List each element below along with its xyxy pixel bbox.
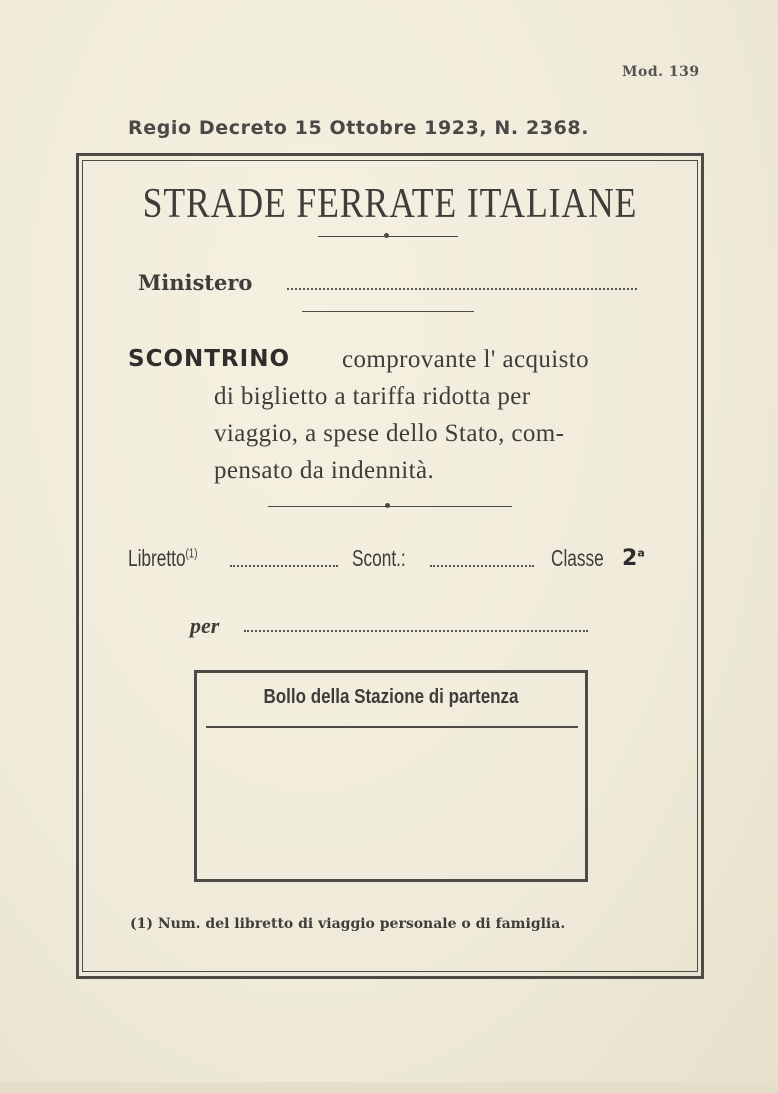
stamp-label: Bollo della Stazione di partenza: [263, 686, 519, 708]
description-line-1: comprovante l' acquisto: [342, 346, 589, 373]
scont-field[interactable]: [430, 565, 534, 567]
per-label: per: [190, 613, 220, 638]
description-ornament-dot: [385, 503, 390, 508]
per-field[interactable]: [244, 630, 588, 632]
form-title: STRADE FERRATE ITALIANE: [142, 181, 638, 227]
footnote: (1) Num. del libretto di viaggio personale o di famiglia.: [130, 916, 566, 932]
description-line-2: di biglietto a tariffa ridotta per: [214, 383, 531, 410]
description-ornament: [268, 506, 512, 507]
libretto-label: Libretto$^{(1)}$: [128, 545, 198, 571]
scont-label: Scont.:: [352, 545, 406, 571]
model-number: Mod. 139: [622, 64, 700, 80]
ministry-field[interactable]: [287, 288, 637, 290]
classe-value: 2$^a$: [622, 546, 645, 571]
description-line-4: pensato da indennità.: [214, 457, 435, 484]
ministry-label: Ministero: [138, 270, 253, 295]
libretto-field[interactable]: [230, 565, 338, 567]
title-ornament-dot: [384, 233, 389, 238]
description-line-3: viaggio, a spese dello Stato, com-: [214, 420, 565, 447]
decree-heading: Regio Decreto 15 Ottobre 1923, N. 2368.: [128, 117, 590, 139]
stamp-divider: [206, 726, 578, 728]
classe-label: Classe: [551, 545, 604, 571]
paper-edge: [0, 1082, 778, 1093]
footnote-ref: (1): [185, 545, 198, 561]
scontrino-heading: SCONTRINO: [128, 346, 291, 372]
ministry-underline: [302, 311, 474, 312]
